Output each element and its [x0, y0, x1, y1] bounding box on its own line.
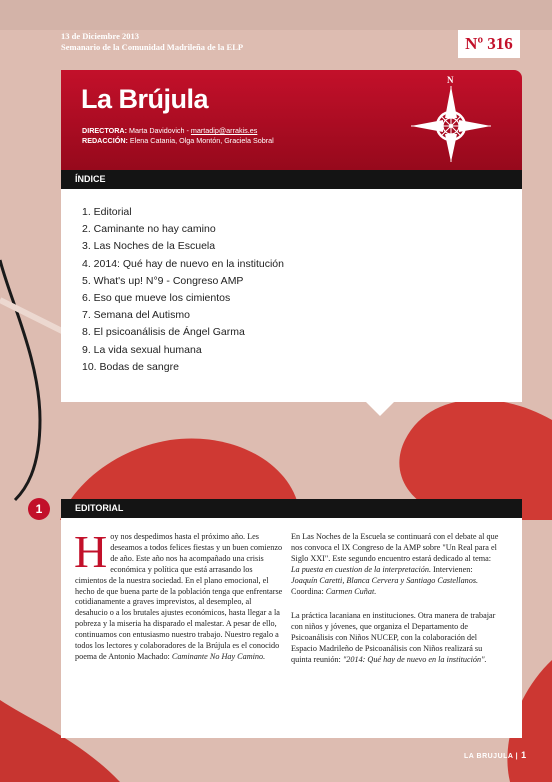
- masthead-banner: [61, 70, 522, 170]
- footer-label: LA BRUJULA |: [464, 753, 519, 760]
- toc-item[interactable]: 10. Bodas de sangre: [82, 360, 179, 373]
- staff-credits: [82, 126, 274, 146]
- publication-title: La Brújula: [81, 84, 209, 114]
- toc-item[interactable]: 2. Caminante no hay camino: [82, 223, 216, 236]
- masthead-date-block: [61, 31, 243, 53]
- director-email-link[interactable]: martadip@arrakis.es: [190, 126, 258, 135]
- toc-item[interactable]: 5. What's up! N°9 - Congreso AMP: [82, 274, 244, 287]
- compass-icon: [405, 72, 501, 168]
- poem-title: Caminante No Hay Camino.: [171, 651, 266, 661]
- editorial-heading: EDITORIAL: [75, 503, 124, 513]
- toc-list: [82, 204, 284, 376]
- article-column-right: [291, 532, 499, 680]
- index-heading-bar: [61, 170, 522, 189]
- drop-cap: H: [74, 526, 108, 577]
- editorial-paragraph-2: En Las Noches de la Escuela se continuará con el debate al que nos convoca el IX Congreso de la AMP sobre "Un Real para el Siglo XXI". Este segundo encuentro estará dedicado al tema: La puesta en cuestion de la interpretación. Intervienen: Joaquín Caretti, Blanca Cervera y Santiago Castellanos. Coordina: Carmen Cuñat.: [291, 532, 499, 596]
- toc-item[interactable]: 6. Eso que mueve los cimientos: [82, 292, 231, 305]
- page-footer: [464, 750, 527, 760]
- editorial-paragraph-1: oy nos despedimos hasta el próximo año. Les deseamos a todos felices fiestas y un buen comienzo de año. Este año nos ha acompañado una crisis económica y política que está arrasando los cimientos de la nuestra sociedad. En el plano emocional, el hecho de que buena parte de la población tenga que enfrentarse cotidianamente a graves imprevistos, al desempleo, al desahucio o a los brutales ajustes económicos, hasta llegar a la pobreza y la miseria ha disparado el malestar. A pesar de ello, continuamos con entusiasmo nuestro trabajo. Nuestro regalo a todos los lectores y colaboradores de la Brújula es el conocido poema de Antonio Machado:: [75, 532, 283, 661]
- director-label: DIRECTORA:: [82, 126, 127, 135]
- editorial-names: Elena Catania, Olga Montón, Graciela Sobral: [129, 136, 274, 145]
- page-number: 1: [521, 750, 527, 760]
- editorial-article: [61, 518, 522, 738]
- toc-item[interactable]: 3. Las Noches de la Escuela: [82, 240, 216, 253]
- table-of-contents: [61, 189, 522, 402]
- toc-item[interactable]: 8. El psicoanálisis de Ángel Garma: [82, 326, 245, 339]
- index-heading: ÍNDICE: [75, 174, 106, 184]
- toc-item[interactable]: 1. Editorial: [82, 206, 132, 218]
- index-pointer-triangle: [366, 402, 394, 416]
- director-name: Marta Davidovich -: [129, 126, 191, 135]
- toc-item[interactable]: 7. Semana del Autismo: [82, 309, 190, 322]
- editorial-heading-bar: [61, 499, 522, 518]
- section-number-badge: 1: [28, 498, 50, 520]
- toc-item[interactable]: 4. 2014: Qué hay de nuevo en la institución: [82, 257, 284, 270]
- publication-subtitle: Semanario de la Comunidad Madrileña de la ELP: [61, 42, 244, 52]
- compass-north-letter: N: [447, 75, 454, 85]
- editorial-label: REDACCIÓN:: [82, 136, 128, 145]
- editorial-paragraph-3: La práctica lacaniana en instituciones. Otra manera de trabajar con niños y jóvenes, que organiza el Departamento de Psicoanálisis con Niños NUCEP, con la colaboración del Espacio Madrileño de Psicoanálisis con Niños realizará su quinta reunión: "2014: Qué hay de nuevo en la institución".: [291, 611, 496, 665]
- article-column-left: [74, 526, 283, 677]
- issue-number: Nº 316: [458, 30, 520, 58]
- issue-date: 13 de Diciembre 2013: [61, 31, 139, 41]
- toc-item[interactable]: 9. La vida sexual humana: [82, 343, 202, 356]
